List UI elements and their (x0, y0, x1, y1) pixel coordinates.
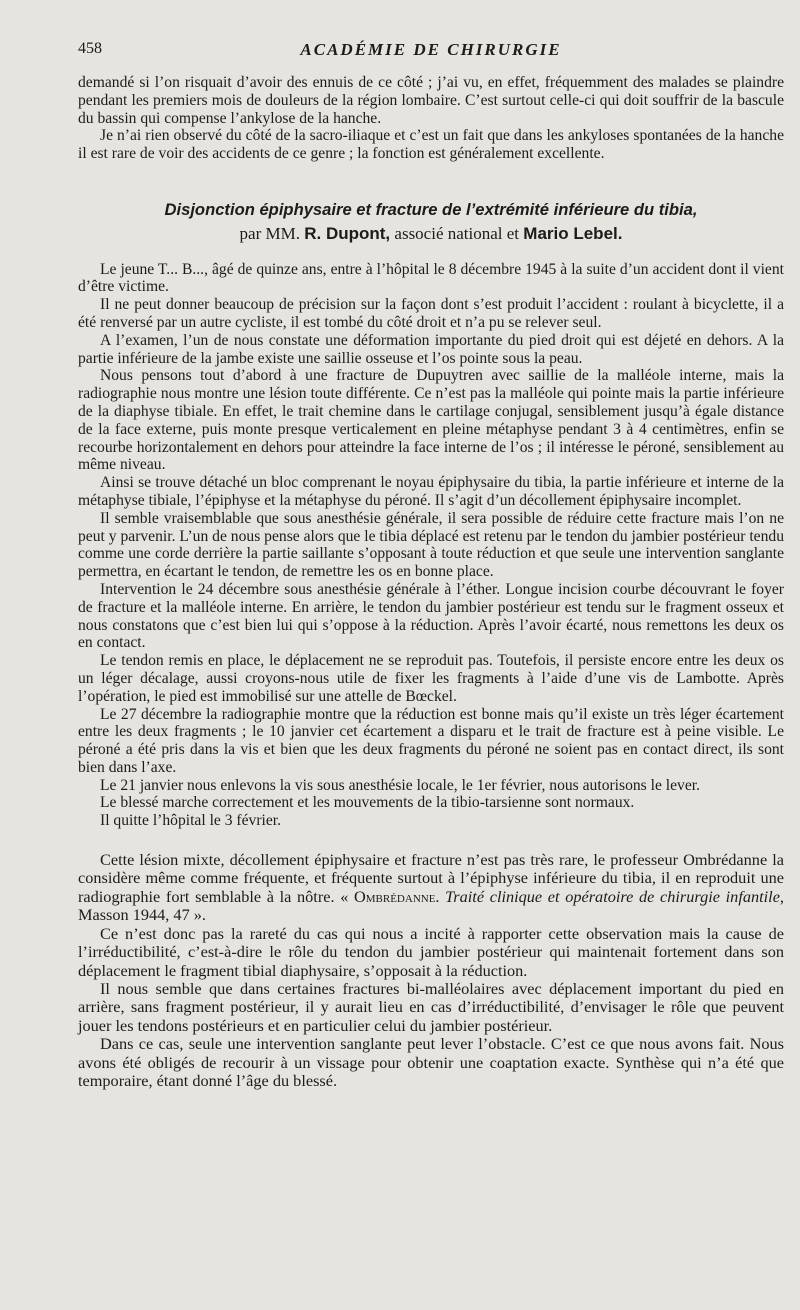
case-paragraph: Le tendon remis en place, le déplacement ne se reproduit pas. Toutefois, il persiste encore entre les deux os un léger décalage, aussi croyons-nous utile de fixer les fragments à l’aide d’une vis de Lambotte. Après l’opération, le pied est immobilisé sur une attelle de Bœckel. (78, 652, 784, 705)
case-paragraph: Le jeune T... B..., âgé de quinze ans, entre à l’hôpital le 8 décembre 1945 à la suite d’un accident dont il vient d’être victime. (78, 260, 784, 296)
case-paragraph: Le blessé marche correctement et les mouvements de la tibio-tarsienne sont normaux. (100, 794, 635, 812)
article-title: Disjonction épiphysaire et fracture de l’extrémité inférieure du tibia, (164, 199, 698, 219)
page-number: 458 (78, 40, 102, 57)
article-byline (78, 225, 784, 243)
author-name: R. Dupont, (304, 223, 391, 243)
discussion-paragraph (78, 851, 784, 925)
discussion-paragraph: Dans ce cas, seule une intervention sanglante peut lever l’obstacle. C’est ce que nous avons fait. Nous avons été obligés de recourir à un vissage pour obtenir une coaptation exacte. Synthèse qui n’a été que temporaire, étant donné l’âge du blessé. (78, 1034, 784, 1090)
intro-paragraph: Je n’ai rien observé du côté de la sacro-iliaque et c’est un fait que dans les ankyloses spontanées de la hanche il est rare de voir des accidents de ce genre ; la fonction est généralement excellente. (78, 127, 784, 163)
case-paragraph: Intervention le 24 décembre sous anesthésie générale à l’éther. Longue incision courbe découvrant le foyer de fracture et la malléole interne. En arrière, le tendon du jambier postérieur est tendu sur le fragment osseux et nous constatons que c’est bien lui qui s’oppose à la réduction. Après l’avoir écarté, nous remettons les deux os en contact. (78, 580, 784, 652)
reference-author: Ombrédanne. (354, 886, 440, 906)
page-content (78, 74, 784, 1090)
author-name: Mario Lebel. (523, 223, 623, 243)
reference-details: Masson 1944, 47 ». (78, 905, 206, 925)
case-paragraph: Le 21 janvier nous enlevons la vis sous anesthésie locale, le 1er février, nous autorisons le lever. (100, 776, 700, 794)
discussion-text: Cette lésion mixte, décollement épiphysaire et fracture n’est pas très rare, le professeur Ombrédanne la considère même comme fréquente, et fréquente surtout à l’épiphyse inférieure du tibia, il en reproduit une radiographie fort semblable à la nôtre. « (78, 850, 784, 906)
byline-prefix: par MM. (239, 223, 300, 243)
discussion-section (78, 851, 784, 1090)
discussion-paragraph: Il nous semble que dans certaines fractures bi-malléolaires avec déplacement important du pied en arrière, sans fragment postérieur, il y aurait lieu en cas d’irréductibilité, d’envisager le rôle que peuvent jouer les tendons postérieurs et en particulier celui du jambier postérieur. (78, 978, 784, 1035)
case-paragraph: Nous pensons tout d’abord à une fracture de Dupuytren avec saillie de la malléole interne, mais la radiographie nous montre une lésion toute différente. Ce n’est pas la malléole qui pointe mais la partie inférieure de la diaphyse tibiale. En effet, le trait chemine dans le cartilage conjugal, sensiblement jusqu’à égale distance de la face externe, puis monte presque verticalement en pleine métaphyse pendant 3 à 4 centimètres, enfin se recourbe horizontalement en dehors pour atteindre la face interne de l’os ; il intéresse le péroné, sensiblement au même niveau. (78, 367, 784, 474)
intro-paragraph: demandé si l’on risquait d’avoir des ennuis de ce côté ; j’ai vu, en effet, fréquemment des malades se plaindre pendant les premiers mois de douleurs de la région lombaire. C’est surtout celle-ci qui doit souffrir de la bascule du bassin qui compense l’ankylose de la hanche. (78, 74, 784, 127)
section-spacer (78, 830, 784, 851)
case-paragraph: Il semble vraisemblable que sous anesthésie générale, il sera possible de réduire cette fracture mais l’on ne peut y parvenir. L’un de nous pense alors que le tibia déplacé est retenu par le tendon du jambier postérieur tendu comme une corde derrière la partie saillante s’opposant à toute réduction et que seule une intervention sanglante permettra, en écartant le tendon, de remettre les os en bonne place. (78, 509, 784, 581)
case-paragraph: Il quitte l’hôpital le 3 février. (100, 812, 282, 830)
case-paragraph: Le 27 décembre la radiographie montre que la réduction est bonne mais qu’il existe un très léger écartement entre les deux fragments ; le 10 janvier cet écartement a disparu et le trait de fracture est à peine visible. Le péroné a été pris dans la vis et bien que les deux fragments du péroné ne soient pas en contact direct, ils sont bien dans l’axe. (78, 705, 784, 776)
case-paragraph: Ainsi se trouve détaché un bloc comprenant le noyau épiphysaire du tibia, la partie inférieure et interne de la métaphyse tibiale, l’épiphyse et la métaphyse du péroné. Il s’agit d’un décollement épiphysaire incomplet. (78, 474, 784, 509)
case-paragraph: Il ne peut donner beaucoup de précision sur la façon dont s’est produit l’accident : roulant à bicyclette, il a été renversé par un autre cycliste, il est tombé du côté droit et n’a pu se relever seul. (78, 296, 784, 331)
case-report (78, 261, 784, 831)
discussion-paragraph: Ce n’est donc pas la rareté du cas qui nous a incité à rapporter cette observation mais la cause de l’irréductibilité, c’est-à-dire le rôle du tendon du jambier postérieur qui maintenait fortement dans son déplacement le fragment tibial diaphysaire, s’opposait à la réduction. (78, 923, 784, 980)
case-paragraph: A l’examen, l’un de nous constate une déformation importante du pied droit qui est déjeté en dehors. A la partie inférieure de la jambe existe une saillie osseuse et l’os pointe sous la peau. (78, 331, 784, 367)
reference-title: Traité clinique et opératoire de chirurgie infantile, (439, 886, 784, 906)
byline-middle: associé national et (394, 223, 520, 243)
running-title: ACADÉMIE DE CHIRURGIE (300, 40, 562, 59)
page-header (78, 40, 784, 64)
